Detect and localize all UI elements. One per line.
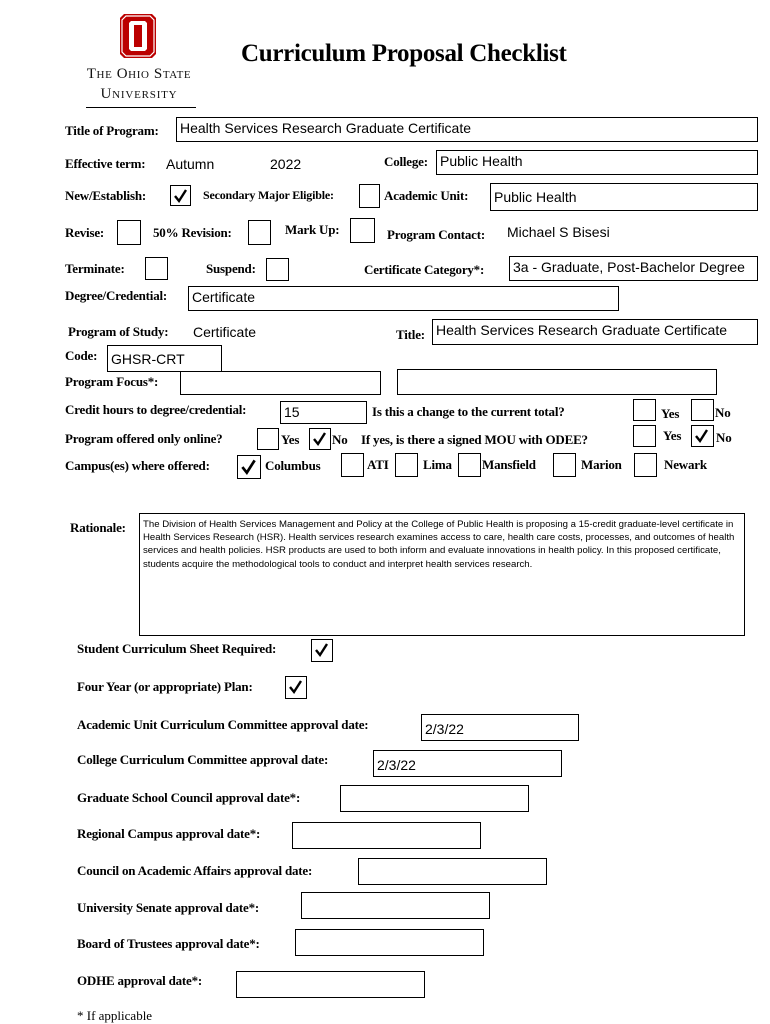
terminate-label: Terminate: — [65, 261, 125, 276]
study-title-field[interactable]: Health Services Research Graduate Certificate — [432, 319, 758, 345]
approval-date-graduate-school[interactable] — [340, 785, 529, 812]
online-no-checkbox[interactable] — [309, 428, 331, 450]
secondary-major-label: Secondary Major Eligible: — [203, 188, 334, 202]
checkmark-icon — [693, 427, 710, 444]
program-focus-field-1[interactable] — [180, 371, 381, 395]
academic-unit-field[interactable]: Public Health — [490, 183, 758, 211]
mou-odee-label: If yes, is there a signed MOU with ODEE? — [361, 432, 588, 447]
effective-term-label: Effective term: — [65, 156, 146, 171]
checkmark-icon — [287, 678, 304, 695]
approval-date-odhe[interactable] — [236, 971, 425, 998]
logo-underline — [86, 107, 196, 108]
university-name-line2: University — [100, 86, 178, 102]
campus-newark-label: Newark — [664, 457, 707, 472]
online-only-label: Program offered only online? — [65, 431, 223, 446]
program-focus-label: Program Focus*: — [65, 374, 159, 389]
effective-year-value[interactable]: 2022 — [270, 156, 302, 172]
campus-marion-label: Marion — [581, 457, 622, 472]
campus-ati-checkbox[interactable] — [341, 453, 364, 477]
campus-mansfield-label: Mansfield — [482, 457, 536, 472]
change-total-no-label: No — [715, 405, 731, 420]
mark-up-label: Mark Up: — [285, 222, 340, 237]
suspend-label: Suspend: — [206, 261, 256, 276]
online-no-label: No — [332, 432, 348, 447]
academic-unit-label: Academic Unit: — [384, 188, 469, 203]
approval-date-college[interactable]: 2/3/22 — [373, 750, 562, 777]
program-of-study-value[interactable]: Certificate — [193, 324, 257, 340]
approval-label-council-academic-affairs: Council on Academic Affairs approval date: — [77, 863, 313, 878]
approval-date-academic-unit[interactable]: 2/3/22 — [421, 714, 579, 741]
page-title: Curriculum Proposal Checklist — [241, 40, 567, 67]
footnote: * If applicable — [77, 1008, 153, 1023]
rationale-label: Rationale: — [70, 520, 126, 535]
change-total-yes-checkbox[interactable] — [633, 399, 656, 421]
mark-up-checkbox[interactable] — [350, 218, 375, 243]
new-establish-checkbox[interactable] — [170, 185, 191, 206]
approval-label-graduate-school: Graduate School Council approval date*: — [77, 790, 301, 805]
four-year-plan-label: Four Year (or appropriate) Plan: — [77, 679, 253, 694]
approval-date-council-academic-affairs[interactable] — [358, 858, 547, 885]
campus-lima-label: Lima — [423, 457, 452, 472]
change-total-no-checkbox[interactable] — [691, 399, 714, 421]
approval-date-regional-campus[interactable] — [292, 822, 481, 849]
approval-label-college: College Curriculum Committee approval date: — [77, 752, 329, 767]
suspend-checkbox[interactable] — [266, 258, 289, 281]
college-label: College: — [384, 154, 428, 169]
campuses-label: Campus(es) where offered: — [65, 458, 210, 473]
approval-label-university-senate: University Senate approval date*: — [77, 900, 260, 915]
certificate-category-field[interactable]: 3a - Graduate, Post-Bachelor Degree — [509, 256, 758, 281]
program-contact-value[interactable]: Michael S Bisesi — [507, 224, 610, 240]
block-o-logo-icon — [120, 14, 156, 58]
campus-columbus-checkbox[interactable] — [237, 455, 261, 479]
secondary-major-checkbox[interactable] — [359, 184, 380, 208]
program-focus-field-2[interactable] — [397, 369, 717, 395]
change-total-label: Is this a change to the current total? — [372, 404, 565, 419]
program-title-label: Title of Program: — [65, 123, 159, 138]
campus-marion-checkbox[interactable] — [553, 453, 576, 477]
study-title-label: Title: — [396, 327, 425, 342]
program-contact-label: Program Contact: — [387, 227, 486, 242]
campus-ati-label: ATI — [367, 457, 389, 472]
mou-yes-checkbox[interactable] — [633, 425, 656, 447]
mou-no-checkbox[interactable] — [691, 425, 714, 447]
revision-50-checkbox[interactable] — [248, 220, 271, 245]
mou-no-label: No — [716, 430, 732, 445]
curriculum-sheet-label: Student Curriculum Sheet Required: — [77, 641, 277, 656]
change-total-yes-label: Yes — [661, 406, 680, 421]
approval-label-odhe: ODHE approval date*: — [77, 973, 203, 988]
approval-label-board-of-trustees: Board of Trustees approval date*: — [77, 936, 260, 951]
university-name-line1: The Ohio State — [86, 66, 192, 82]
checkmark-icon — [311, 430, 328, 447]
revise-checkbox[interactable] — [117, 220, 141, 245]
code-label: Code: — [65, 348, 98, 363]
online-yes-label: Yes — [281, 432, 300, 447]
terminate-checkbox[interactable] — [145, 257, 168, 280]
campus-lima-checkbox[interactable] — [395, 453, 418, 477]
campus-newark-checkbox[interactable] — [634, 453, 657, 477]
mou-yes-label: Yes — [663, 428, 682, 443]
program-of-study-label: Program of Study: — [68, 324, 169, 339]
osu-logo — [120, 14, 156, 58]
program-title-field[interactable]: Health Services Research Graduate Certificate — [176, 117, 758, 142]
campus-columbus-label: Columbus — [265, 458, 321, 473]
degree-credential-label: Degree/Credential: — [65, 288, 168, 303]
curriculum-sheet-checkbox[interactable] — [311, 639, 333, 662]
rationale-field[interactable]: The Division of Health Services Management and Policy at the College of Public Health is proposing a 15-credit graduate-level certificate in Health Services Research (HSR). Health services research examines access to care, health care costs, processes, and outcomes of health services and health policies. HSR products are used to both inform and evaluate innovations in health policy. In this proposed certificate, students acquire the methodological tools to conduct and interpret health services research. — [139, 513, 745, 636]
approval-date-university-senate[interactable] — [301, 892, 490, 919]
code-field[interactable]: GHSR-CRT — [107, 345, 222, 372]
revise-label: Revise: — [65, 225, 105, 240]
checkmark-icon — [172, 187, 189, 204]
revision-50-label: 50% Revision: — [153, 225, 232, 240]
online-yes-checkbox[interactable] — [257, 428, 279, 450]
college-field[interactable]: Public Health — [436, 150, 758, 175]
new-establish-label: New/Establish: — [65, 188, 146, 203]
degree-credential-field[interactable]: Certificate — [188, 286, 619, 311]
effective-term-value[interactable]: Autumn — [166, 156, 215, 172]
credit-hours-field[interactable]: 15 — [280, 401, 367, 424]
credit-hours-label: Credit hours to degree/credential: — [65, 402, 247, 417]
approval-date-board-of-trustees[interactable] — [295, 929, 484, 956]
checkmark-icon — [313, 641, 330, 658]
checkmark-icon — [239, 457, 258, 476]
approval-label-academic-unit: Academic Unit Curriculum Committee approval date: — [77, 717, 369, 732]
approval-label-regional-campus: Regional Campus approval date*: — [77, 826, 261, 841]
four-year-plan-checkbox[interactable] — [285, 676, 307, 699]
campus-mansfield-checkbox[interactable] — [458, 453, 481, 477]
certificate-category-label: Certificate Category*: — [364, 262, 485, 277]
